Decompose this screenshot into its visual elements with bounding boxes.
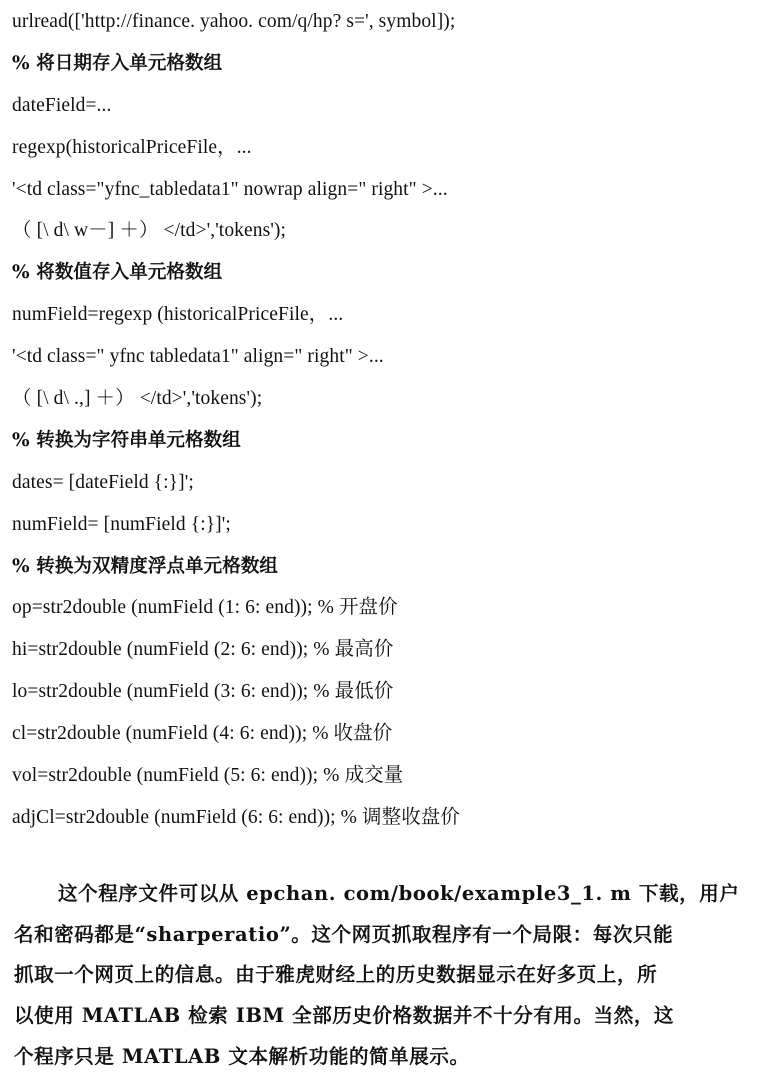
code-comment-line: % 将日期存入单元格数组 (12, 52, 223, 74)
code-line: '<td class=" yfnc tabledata1" align=" right" >... (12, 346, 384, 368)
paragraph-line: 抓取一个网页上的信息。由于雅虎财经上的历史数据显示在好多页上，所 (14, 963, 658, 987)
code-line: hi=str2double (numField (2: 6: end)); % 最高价 (12, 639, 394, 661)
code-line: adjCl=str2double (numField (6: 6: end)); % 调整收盘价 (12, 806, 460, 828)
code-comment-line: % 将数值存入单元格数组 (12, 262, 223, 284)
code-line: vol=str2double (numField (5: 6: end)); % 成交量 (12, 765, 404, 787)
code-line: regexp(historicalPriceFile，... (12, 136, 252, 158)
code-comment-line: % 转换为字符串单元格数组 (12, 429, 241, 451)
paragraph-line: 名和密码都是“sharperatio”。这个网页抓取程序有一个局限：每次只能 (14, 922, 674, 946)
code-line: '<td class="yfnc_tabledata1" nowrap align=" right" >... (12, 178, 448, 200)
code-line: numField=regexp (historicalPriceFile，... (12, 304, 344, 326)
code-line: dateField=... (12, 94, 112, 116)
code-line: dates= [dateField {:}]'; (12, 471, 194, 493)
code-comment-line: % 转换为双精度浮点单元格数组 (12, 555, 279, 577)
code-line: urlread(['http://finance. yahoo. com/q/hp? s=', symbol]); (12, 11, 456, 32)
code-line: numField= [numField {:}]'; (12, 513, 231, 535)
paragraph-line: 这个程序文件可以从 epchan. com/book/example3_1. m 下载，用户 (58, 882, 740, 905)
code-line: lo=str2double (numField (3: 6: end)); % 最低价 (12, 681, 394, 703)
paragraph-line: 以使用 MATLAB 检索 IBM 全部历史价格数据并不十分有用。当然，这 (14, 1004, 675, 1028)
code-line: （ [\ d\ w－] ＋） </td>','tokens'); (12, 220, 287, 242)
paragraph-line: 个程序只是 MATLAB 文本解析功能的简单展示。 (14, 1044, 470, 1068)
code-line: （ [\ d\ .,] ＋） </td>','tokens'); (12, 388, 263, 410)
matlab-code-block (12, 4, 752, 842)
code-line: op=str2double (numField (1: 6: end)); % 开盘价 (12, 597, 398, 619)
code-line: cl=str2double (numField (4: 6: end)); % 收盘价 (12, 723, 393, 745)
body-paragraph (14, 876, 746, 1079)
